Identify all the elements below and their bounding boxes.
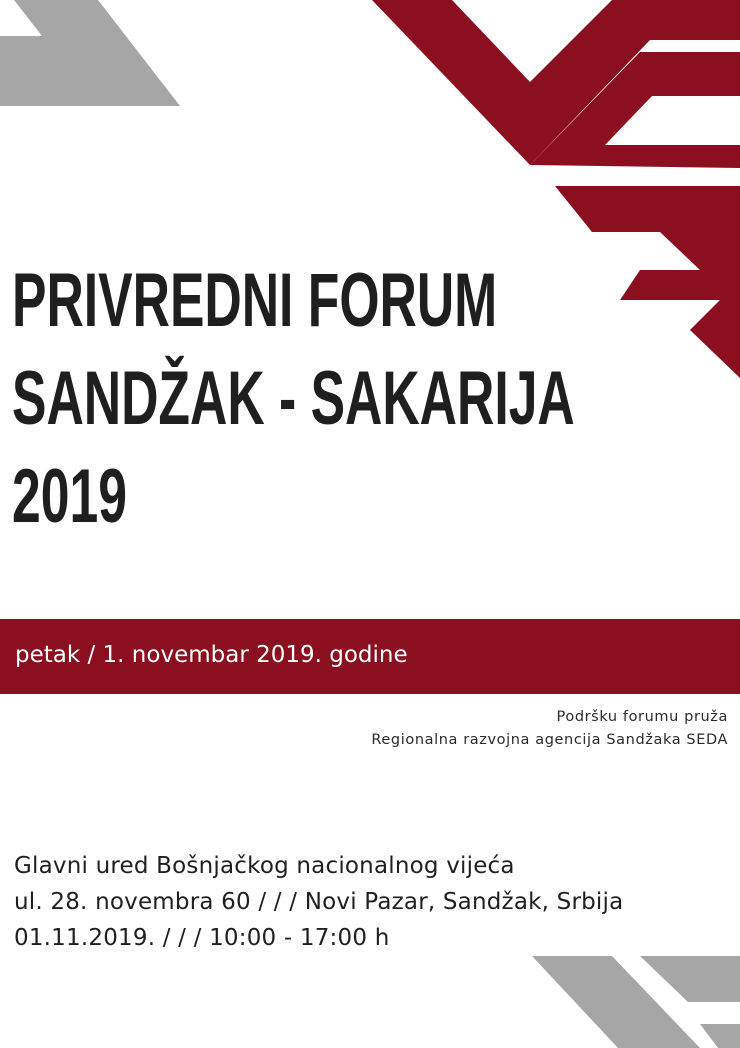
venue-info — [14, 848, 623, 956]
event-date: petak / 1. novembar 2019. godine — [15, 642, 408, 668]
title-line-3: 2019 — [12, 454, 127, 539]
event-title — [12, 252, 575, 546]
red-chevron-right-2 — [555, 186, 740, 378]
gray-chevron-bottom-right-2 — [640, 956, 740, 1002]
venue-line-3: 01.11.2019. / / / 10:00 - 17:00 h — [14, 925, 390, 951]
venue-line-2: ul. 28. novembra 60 / / / Novi Pazar, Sandžak, Srbija — [14, 889, 624, 915]
support-line-1: Podršku forumu pruža — [556, 709, 728, 725]
gray-chevron-top-left — [0, 0, 180, 106]
gray-chevron-bottom-right-3 — [700, 1024, 740, 1048]
support-note — [371, 706, 728, 752]
support-line-2: Regionalna razvojna agencija Sandžaka SEDA — [371, 732, 728, 748]
title-line-2: SANDŽAK - SAKARIJA — [12, 356, 575, 441]
title-line-1: PRIVREDNI FORUM — [12, 258, 498, 343]
venue-line-1: Glavni ured Bošnjačkog nacionalnog vijeća — [14, 853, 515, 879]
